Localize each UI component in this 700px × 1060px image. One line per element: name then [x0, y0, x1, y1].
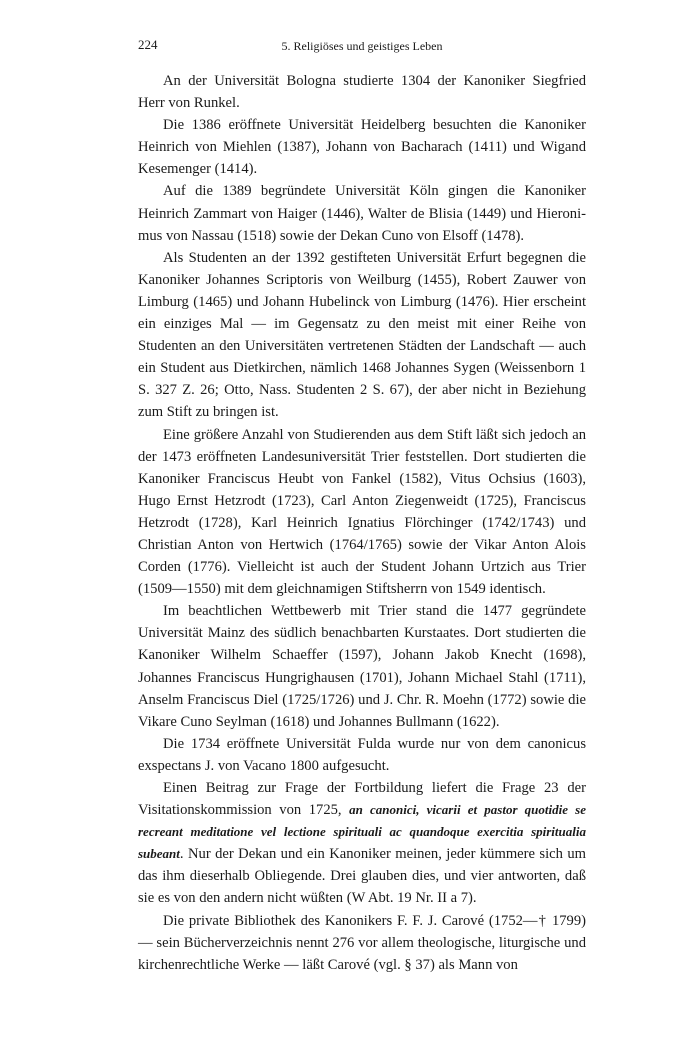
paragraph-text: Die private Bibliothek des Kanonikers F. F. J. Carové (1752—† 1799) — sein Bücherverzeichnis nennt 276 vor allem theologische, liturgische und kirchenrechtliche Werke — läßt Carové (vgl. § 37) als Mann von: [138, 912, 586, 973]
paragraph-koeln: [138, 180, 586, 246]
paragraph-text: Eine größere Anzahl von Studierenden aus dem Stift läßt sich jedoch an der 1473 eröffneten Landesuniversität Trier feststellen. Dort studierten die Kanoniker Franciscus Heubt von Fankel (1582), Vitus Ochsius (1603), Hugo Ernst Hetzrodt (1723), Carl Anton Ziegenweidt (1725), Franciscus Hetzrodt (1728), Karl Heinrich Ignatius Flörchinger (1742/1743) und Christian Anton von Hertwich (1764/1765) sowie der Vikar Anton Alois Corden (1776). Vielleicht ist auch der Student Johann Urtzich aus Trier (1509—1550) mit dem gleichnamigen Stiftsherrn von 1549 identisch.: [138, 426, 586, 598]
chapter-title: 5. Religiöses und geistiges Leben: [281, 39, 443, 53]
paragraph-bologna: [138, 70, 586, 114]
body-text: [138, 70, 586, 976]
paragraph-text: Die 1734 eröffnete Universität Fulda wurde nur von dem canonicus exspectans J. von Vacano 1800 aufgesucht.: [138, 735, 586, 774]
paragraph-text: Die 1386 eröffnete Universität Heidelberg besuchten die Kanoniker Heinrich von Miehlen (1387), Johann von Bacharach (1411) und Wigand Kesemenger (1414).: [138, 117, 586, 178]
paragraph-heidelberg: [138, 114, 586, 180]
latin-quotation: an canonici, vicarii et pastor quotidie se recreant meditatione vel lectione spirituali ac quandoque exercitia spiritualia subeant: [138, 802, 586, 862]
running-header: [138, 36, 586, 58]
paragraph-text: Im beachtlichen Wettbewerb mit Trier stand die 1477 gegründete Universität Mainz des südlich benachbarten Kurstaates. Dort studierten die Kanoniker Wilhelm Schaeffer (1597), Johann Jakob Knecht (1698), Johannes Franciscus Hungrighausen (1701), Johann Michael Stahl (1711), Anselm Franciscus Diel (1725/1726) und J. Chr. R. Moehn (1772) sowie die Vikare Cuno Seylman (1618) und Johannes Bullmann (1622).: [138, 603, 586, 730]
paragraph-fulda: [138, 733, 586, 777]
paragraph-trier: [138, 424, 586, 601]
paragraph-erfurt: [138, 247, 586, 424]
book-page: [138, 36, 586, 976]
paragraph-bibliothek: [138, 910, 586, 976]
paragraph-text: An der Universität Bologna studierte 1304 der Kanoniker Siegfried Herr von Runkel.: [138, 73, 586, 112]
paragraph-mainz: [138, 600, 586, 733]
paragraph-fortbildung: [138, 777, 586, 910]
paragraph-text: Einen Beitrag zur Frage der Fortbildung liefert die Frage 23 der Visitationskommission von 1725,: [138, 780, 586, 819]
paragraph-text: Als Studenten an der 1392 gestifteten Universität Erfurt begegnen die Kanoniker Johannes Scriptoris von Weilburg (1455), Robert Zauwer von Limburg (1465) und Johann Hubelinck von Limburg (1476). Hier erscheint ein einziges Mal — im Gegensatz zu den meist mit einer Reihe von Studenten an den Universitäten vertretenen Städten der Landschaft — auch ein Student aus Dietkirchen, nämlich 1468 Johannes Sygen (Weissenborn 1 S. 327 Z. 26; Otto, Nass. Studenten 2 S. 67), der aber nicht in Beziehung zum Stift zu bringen ist.: [138, 249, 586, 421]
page-number: 224: [138, 37, 158, 52]
paragraph-text: Auf die 1389 begründete Universität Köln gingen die Kanoniker Heinrich Zammart von Haiger (1446), Walter de Blisia (1449) und Hieronimus von Nassau (1518) sowie der Dekan Cuno von Elsoff (1478).: [138, 183, 586, 244]
paragraph-text: . Nur der Dekan und ein Kanoniker meinen, jeder kümmere sich um das ihm dieserhalb Obliegende. Drei glauben dies, und vier antworten, daß sie es von den andern nicht wüßten (W Abt. 19 Nr. II a 7).: [138, 846, 586, 907]
